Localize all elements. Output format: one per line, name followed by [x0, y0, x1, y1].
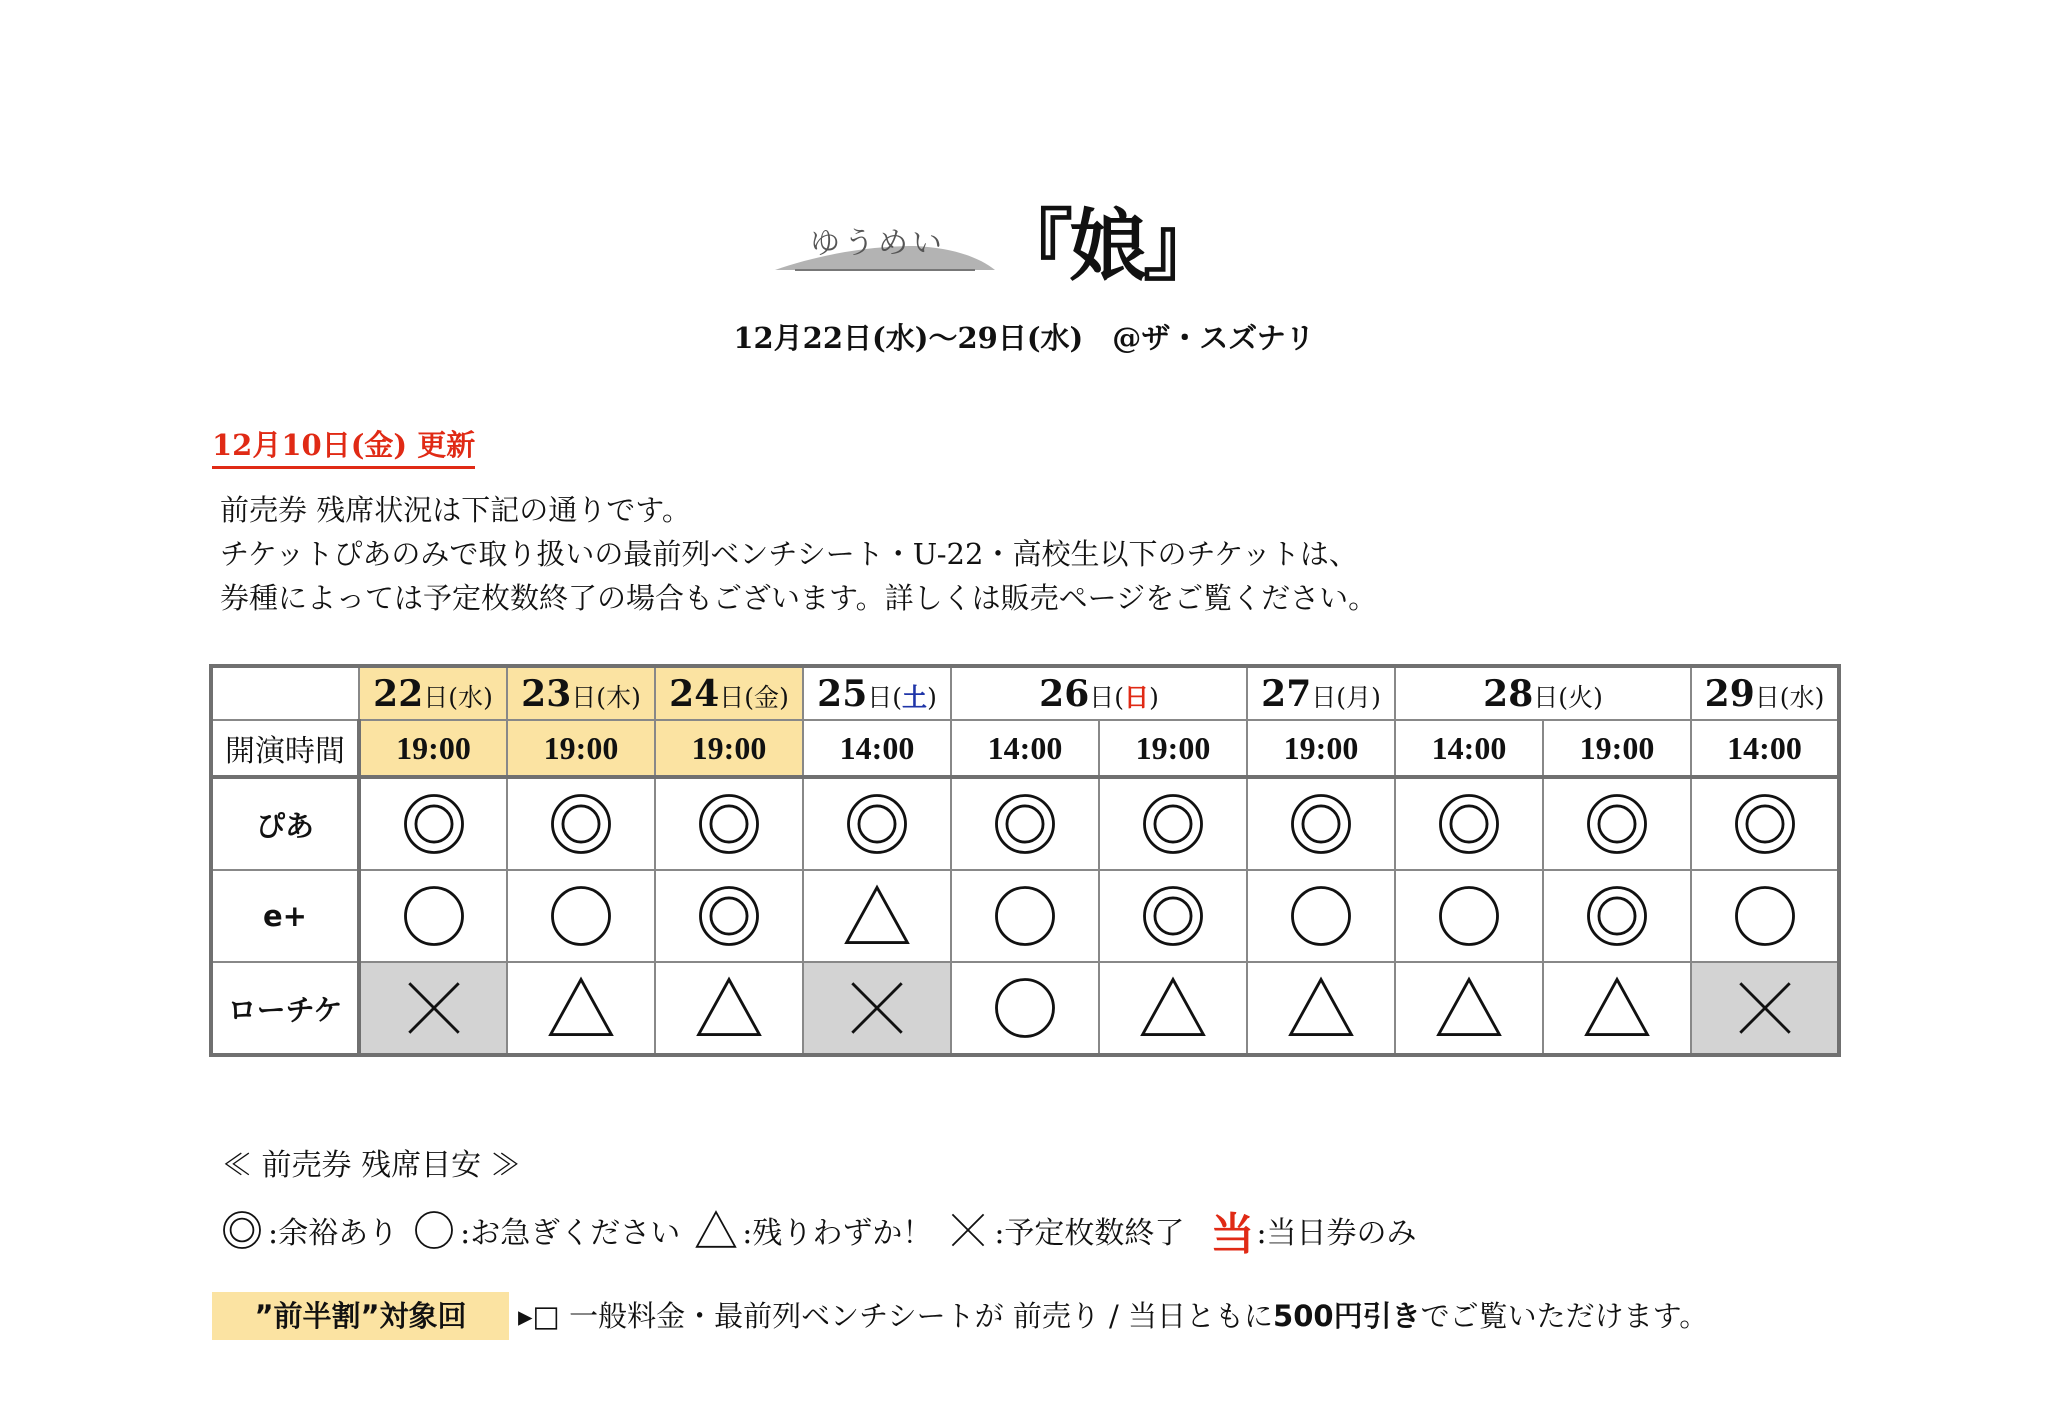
double-circle-icon: [987, 786, 1063, 862]
weekday: 木: [606, 682, 632, 712]
availability-cell: [1099, 870, 1247, 962]
double-circle-icon: [691, 878, 767, 954]
triangle-icon: [1283, 970, 1359, 1046]
circle-icon: [1727, 878, 1803, 954]
date-suffix: 日(: [1533, 682, 1569, 712]
double-circle-icon: [839, 786, 915, 862]
legend-item: [692, 1206, 932, 1254]
availability-cell: [951, 777, 1099, 870]
performance-time: 14:00: [951, 720, 1099, 777]
date-header: [1247, 666, 1395, 720]
date-number: 22: [373, 672, 424, 715]
date-close-paren: ): [1371, 682, 1381, 712]
weekday: 月: [1346, 682, 1372, 712]
availability-cell: [803, 962, 951, 1055]
legend-text: :お急ぎください: [460, 1216, 681, 1251]
cross-icon: [944, 1206, 992, 1254]
weekday: 土: [902, 682, 928, 712]
date-close-paren: ): [1593, 682, 1603, 712]
weekday: 水: [458, 682, 484, 712]
vendor-label: ぴあ: [211, 777, 359, 870]
availability-cell: [655, 962, 803, 1055]
triangle-icon: [1135, 970, 1211, 1046]
date-suffix: 日(: [423, 682, 459, 712]
date-header: [655, 666, 803, 720]
vendor-label: e+: [211, 870, 359, 962]
discount-amount: 500円引き: [1273, 1299, 1421, 1333]
circle-icon: [987, 878, 1063, 954]
availability-cell: [655, 777, 803, 870]
date-row: [211, 666, 1839, 720]
availability-cell: [951, 962, 1099, 1055]
cross-icon: [1727, 970, 1803, 1046]
circle-icon: [1283, 878, 1359, 954]
double-circle-icon: [1283, 786, 1359, 862]
date-number: 24: [669, 672, 720, 715]
intro-line: チケットぴあのみで取り扱いの最前列ベンチシート・U-22・高校生以下のチケットは、: [220, 537, 1358, 571]
double-circle-icon: [543, 786, 619, 862]
time-row-label: 開演時間: [211, 720, 359, 777]
cross-icon: [839, 970, 915, 1046]
double-circle-icon: [1431, 786, 1507, 862]
availability-cell: [507, 962, 655, 1055]
circle-icon: [987, 970, 1063, 1046]
date-close-paren: ): [1814, 682, 1825, 712]
intro-text: [220, 488, 1377, 620]
date-suffix: 日(: [867, 682, 903, 712]
page-title: 『娘』: [995, 202, 1218, 292]
date-header: [507, 666, 655, 720]
weekday: 金: [754, 682, 780, 712]
vendor-row: [211, 962, 1839, 1055]
date-suffix: 日(: [719, 682, 755, 712]
legend-item: [218, 1206, 398, 1254]
weekday: 水: [1789, 682, 1815, 712]
performance-time: 19:00: [359, 720, 507, 777]
vendor-label: ローチケ: [211, 962, 359, 1055]
availability-cell: [655, 870, 803, 962]
date-close-paren: ): [779, 682, 789, 712]
page-subtitle: 12月22日(水)〜29日(水) @ザ・スズナリ: [733, 321, 1315, 355]
intro-line: 前売券 残席状況は下記の通りです。: [220, 493, 691, 527]
performance-time: 19:00: [655, 720, 803, 777]
logo-text: ゆうめい: [810, 226, 946, 261]
corner-cell: [211, 666, 359, 720]
date-suffix: 日(: [1311, 682, 1347, 712]
availability-cell: [1247, 962, 1395, 1055]
update-date: 12月10日(金) 更新: [212, 423, 475, 469]
legend-text: :余裕あり: [268, 1216, 399, 1251]
date-close-paren: ): [1149, 682, 1159, 712]
legend-text: :当日券のみ: [1256, 1216, 1417, 1251]
date-header: [1395, 666, 1691, 720]
intro-line: 券種によっては予定枚数終了の場合もございます。詳しくは販売ページをご覧ください。: [220, 581, 1378, 615]
performance-time: 14:00: [1395, 720, 1543, 777]
availability-cell: [803, 777, 951, 870]
availability-cell: [1691, 777, 1839, 870]
availability-cell: [1691, 870, 1839, 962]
date-suffix: 日(: [1754, 682, 1790, 712]
date-close-paren: ): [483, 682, 493, 712]
double-circle-icon: [1579, 786, 1655, 862]
availability-cell: [359, 870, 507, 962]
double-circle-icon: [1135, 786, 1211, 862]
date-number: 28: [1483, 672, 1534, 715]
triangle-icon: [543, 970, 619, 1046]
availability-cell: [507, 777, 655, 870]
circle-icon: [410, 1206, 458, 1254]
date-number: 23: [521, 672, 572, 715]
legend-title: ≪ 前売券 残席目安 ≫: [222, 1148, 521, 1183]
availability-cell: [803, 870, 951, 962]
availability-cell: [1247, 777, 1395, 870]
double-circle-icon: [396, 786, 472, 862]
date-header: [1691, 666, 1839, 720]
triangle-icon: [1431, 970, 1507, 1046]
legend: [218, 1200, 1417, 1260]
availability-cell: [359, 777, 507, 870]
availability-table: [209, 664, 1841, 1057]
date-header: [951, 666, 1247, 720]
discount-post: でご覧いただけます。: [1420, 1299, 1709, 1333]
date-header: [359, 666, 507, 720]
availability-cell: [507, 870, 655, 962]
date-suffix: 日(: [1089, 682, 1125, 712]
triangle-icon: [691, 970, 767, 1046]
circle-icon: [1431, 878, 1507, 954]
weekday: 火: [1568, 682, 1594, 712]
performance-time: 19:00: [1099, 720, 1247, 777]
performance-time: 19:00: [507, 720, 655, 777]
legend-item: [944, 1206, 1184, 1254]
performance-time: 19:00: [1543, 720, 1691, 777]
availability-cell: [1395, 777, 1543, 870]
double-circle-icon: [1579, 878, 1655, 954]
circle-icon: [543, 878, 619, 954]
date-suffix: 日(: [571, 682, 607, 712]
date-close-paren: ): [927, 682, 937, 712]
date-number: 29: [1704, 672, 1755, 715]
availability-cell: [1543, 962, 1691, 1055]
double-circle-icon: [1135, 878, 1211, 954]
discount-tag: ”前半割”対象回: [212, 1292, 509, 1340]
availability-cell: [951, 870, 1099, 962]
availability-cell: [359, 962, 507, 1055]
double-circle-icon: [1727, 786, 1803, 862]
date-header: [803, 666, 951, 720]
availability-cell: [1543, 870, 1691, 962]
time-row: [211, 720, 1839, 777]
availability-cell: [1395, 870, 1543, 962]
date-number: 26: [1039, 672, 1090, 715]
triangle-icon: [1579, 970, 1655, 1046]
legend-text: :予定枚数終了: [994, 1216, 1185, 1251]
availability-cell: [1395, 962, 1543, 1055]
performance-time: 19:00: [1247, 720, 1395, 777]
circle-icon: [396, 878, 472, 954]
legend-text: :残りわずか！: [742, 1216, 933, 1251]
performance-time: 14:00: [803, 720, 951, 777]
availability-cell: [1099, 777, 1247, 870]
availability-cell: [1543, 777, 1691, 870]
availability-cell: [1099, 962, 1247, 1055]
double-circle-icon: [218, 1206, 266, 1254]
vendor-row: [211, 870, 1839, 962]
weekday: 日: [1124, 682, 1150, 712]
date-number: 25: [817, 672, 868, 715]
double-circle-icon: [691, 786, 767, 862]
cross-icon: [396, 970, 472, 1046]
same-day-symbol: 当: [1210, 1209, 1255, 1260]
discount-text: [518, 1294, 1708, 1338]
discount-pre: ▸□ 一般料金・最前列ベンチシートが 前売り / 当日ともに: [518, 1299, 1274, 1333]
vendor-row: [211, 777, 1839, 870]
triangle-icon: [839, 878, 915, 954]
date-number: 27: [1261, 672, 1312, 715]
availability-cell: [1691, 962, 1839, 1055]
performance-time: 14:00: [1691, 720, 1839, 777]
date-close-paren: ): [631, 682, 641, 712]
triangle-icon: [692, 1206, 740, 1254]
legend-item: [410, 1206, 680, 1254]
availability-cell: [1247, 870, 1395, 962]
